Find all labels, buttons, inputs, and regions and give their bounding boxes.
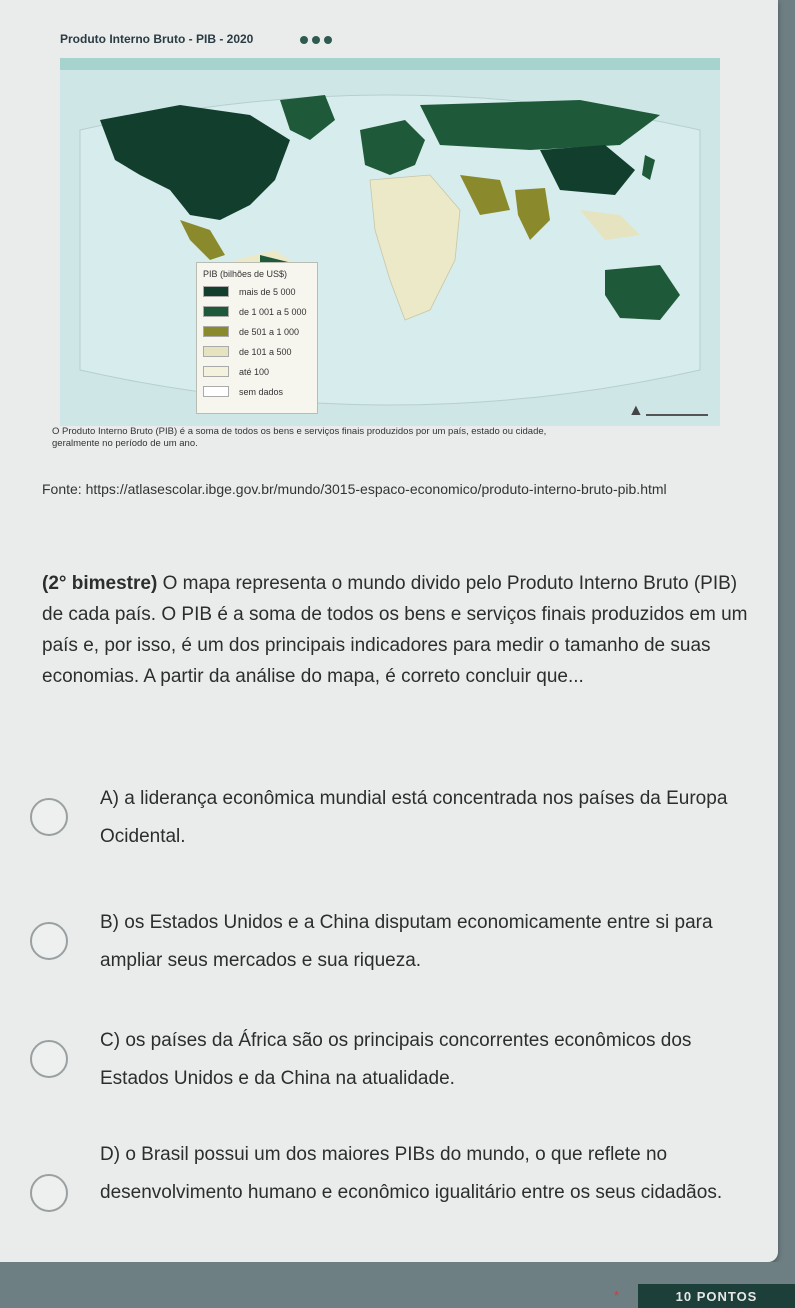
option-a[interactable]	[30, 780, 750, 900]
world-map	[60, 58, 720, 426]
legend-label: de 1 001 a 5 000	[239, 306, 307, 317]
points-badge: 10 PONTOS	[638, 1284, 795, 1308]
legend-item	[203, 365, 269, 378]
legend-label: de 101 a 500	[239, 346, 292, 357]
map-caption: O Produto Interno Bruto (PIB) é a soma de todos os bens e serviços finais produzidos por um país, estado ou cidade, geralmente no período de um ano.	[52, 426, 547, 449]
option-c[interactable]	[30, 1022, 750, 1142]
legend-swatch	[203, 386, 229, 397]
question-text	[42, 568, 762, 692]
required-marker: *	[614, 1288, 620, 1303]
legend-label: mais de 5 000	[239, 286, 296, 297]
legend-item	[203, 385, 283, 398]
question-body: O mapa representa o mundo divido pelo Produto Interno Bruto (PIB) de cada país. O PIB é a soma de todos os bens e serviços finais produzidos em um país e, por isso, é um dos principais indicadores para medir o tamanho de suas economias. A partir da análise do mapa, é correto concluir que...	[42, 573, 748, 687]
legend-item	[203, 345, 292, 358]
legend-swatch	[203, 326, 229, 337]
scale-bar	[646, 414, 708, 416]
legend-item	[203, 305, 307, 318]
question-prefix: (2° bimestre)	[42, 573, 158, 594]
option-b[interactable]	[30, 904, 750, 1024]
dot-icon	[312, 36, 320, 44]
radio-button[interactable]	[30, 922, 68, 960]
legend-label: até 100	[239, 366, 270, 377]
legend-item	[203, 285, 296, 298]
option-d[interactable]	[30, 1136, 750, 1256]
radio-button[interactable]	[30, 798, 68, 836]
source-text: Fonte: https://atlasescolar.ibge.gov.br/mundo/3015-espaco-economico/produto-interno-bruto-pib.html	[42, 481, 667, 497]
option-label: A) a liderança econômica mundial está concentrada nos países da Europa Ocidental.	[100, 788, 728, 847]
option-label: C) os países da África são os principais concorrentes econômicos dos Estados Unidos e da China na atualidade.	[100, 1030, 692, 1089]
world-map-illustration	[60, 70, 720, 426]
north-arrow-icon: ▲	[628, 402, 644, 419]
legend-title: PIB (bilhões de US$)	[203, 269, 288, 279]
legend-swatch	[203, 306, 229, 317]
radio-button[interactable]	[30, 1174, 68, 1212]
legend-swatch	[203, 286, 229, 297]
legend-swatch	[203, 366, 229, 377]
dot-icon	[324, 36, 332, 44]
map-title: Produto Interno Bruto - PIB - 2020	[60, 32, 254, 46]
option-label: B) os Estados Unidos e a China disputam economicamente entre si para ampliar seus mercados e sua riqueza.	[100, 912, 713, 971]
option-label: D) o Brasil possui um dos maiores PIBs do mundo, o que reflete no desenvolvimento humano e econômico igualitário entre os seus cidadãos.	[100, 1144, 723, 1203]
map-scale	[628, 400, 714, 428]
radio-button[interactable]	[30, 1040, 68, 1078]
legend-swatch	[203, 346, 229, 357]
legend-label: de 501 a 1 000	[239, 326, 300, 337]
legend-item	[203, 325, 299, 338]
legend-label: sem dados	[239, 386, 284, 397]
map-legend	[196, 262, 318, 414]
dot-icon	[300, 36, 308, 44]
map-title-icons	[300, 36, 332, 44]
